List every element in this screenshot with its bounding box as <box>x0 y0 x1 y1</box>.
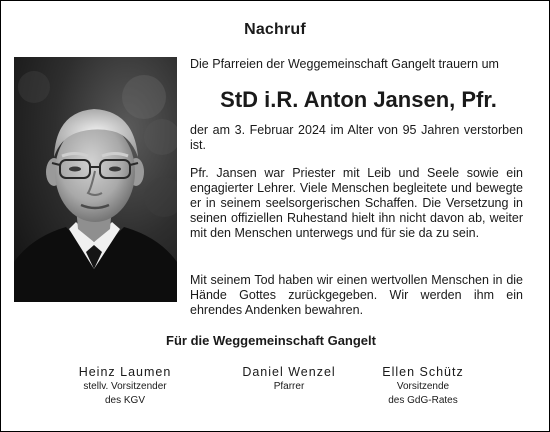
signer-role: Vorsitzende <box>396 381 450 392</box>
paragraph-farewell: Mit seinem Tod haben wir einen wertvollen Menschen in die Hände Gottes zurückgegeben. Wir werden ihm ein ehrendes Andenken bewahren. <box>190 273 523 317</box>
deceased-name: StD i.R. Anton Jansen, Pfr. <box>220 87 497 112</box>
signer-role: des GdG-Rates <box>388 395 458 406</box>
signer-ellen-schuetz <box>353 365 493 407</box>
signer-daniel-wenzel <box>219 365 359 393</box>
signer-role: stellv. Vorsitzender <box>83 381 167 392</box>
signer-heinz-laumen <box>55 365 195 407</box>
signer-name: Daniel Wenzel <box>242 365 336 379</box>
intro-line: Die Pfarreien der Weggemeinschaft Gangelt trauern um <box>190 57 499 71</box>
signer-name: Heinz Laumen <box>78 365 172 379</box>
signer-role: Pfarrer <box>273 381 305 392</box>
paragraph-tribute: Pfr. Jansen war Priester mit Leib und Seele sowie ein engagierter Lehrer. Viele Menschen begleitete und bewegte er in seinem seelsorgerischen Schaffen. Die Versetzung in seinen offiziellen Ruhestand hielt ihn nicht davon ab, weiter mit den Menschen unterwegs und für sie da zu sein. <box>190 166 523 240</box>
signer-role: des KGV <box>104 395 146 406</box>
notice-heading: Nachruf <box>244 21 306 38</box>
paragraph-death-date: der am 3. Februar 2024 im Alter von 95 Jahren verstorben ist. <box>190 123 523 152</box>
signer-name: Ellen Schütz <box>382 365 464 379</box>
portrait-photo <box>14 57 177 302</box>
signoff-line: Für die Weggemeinschaft Gangelt <box>166 333 376 348</box>
